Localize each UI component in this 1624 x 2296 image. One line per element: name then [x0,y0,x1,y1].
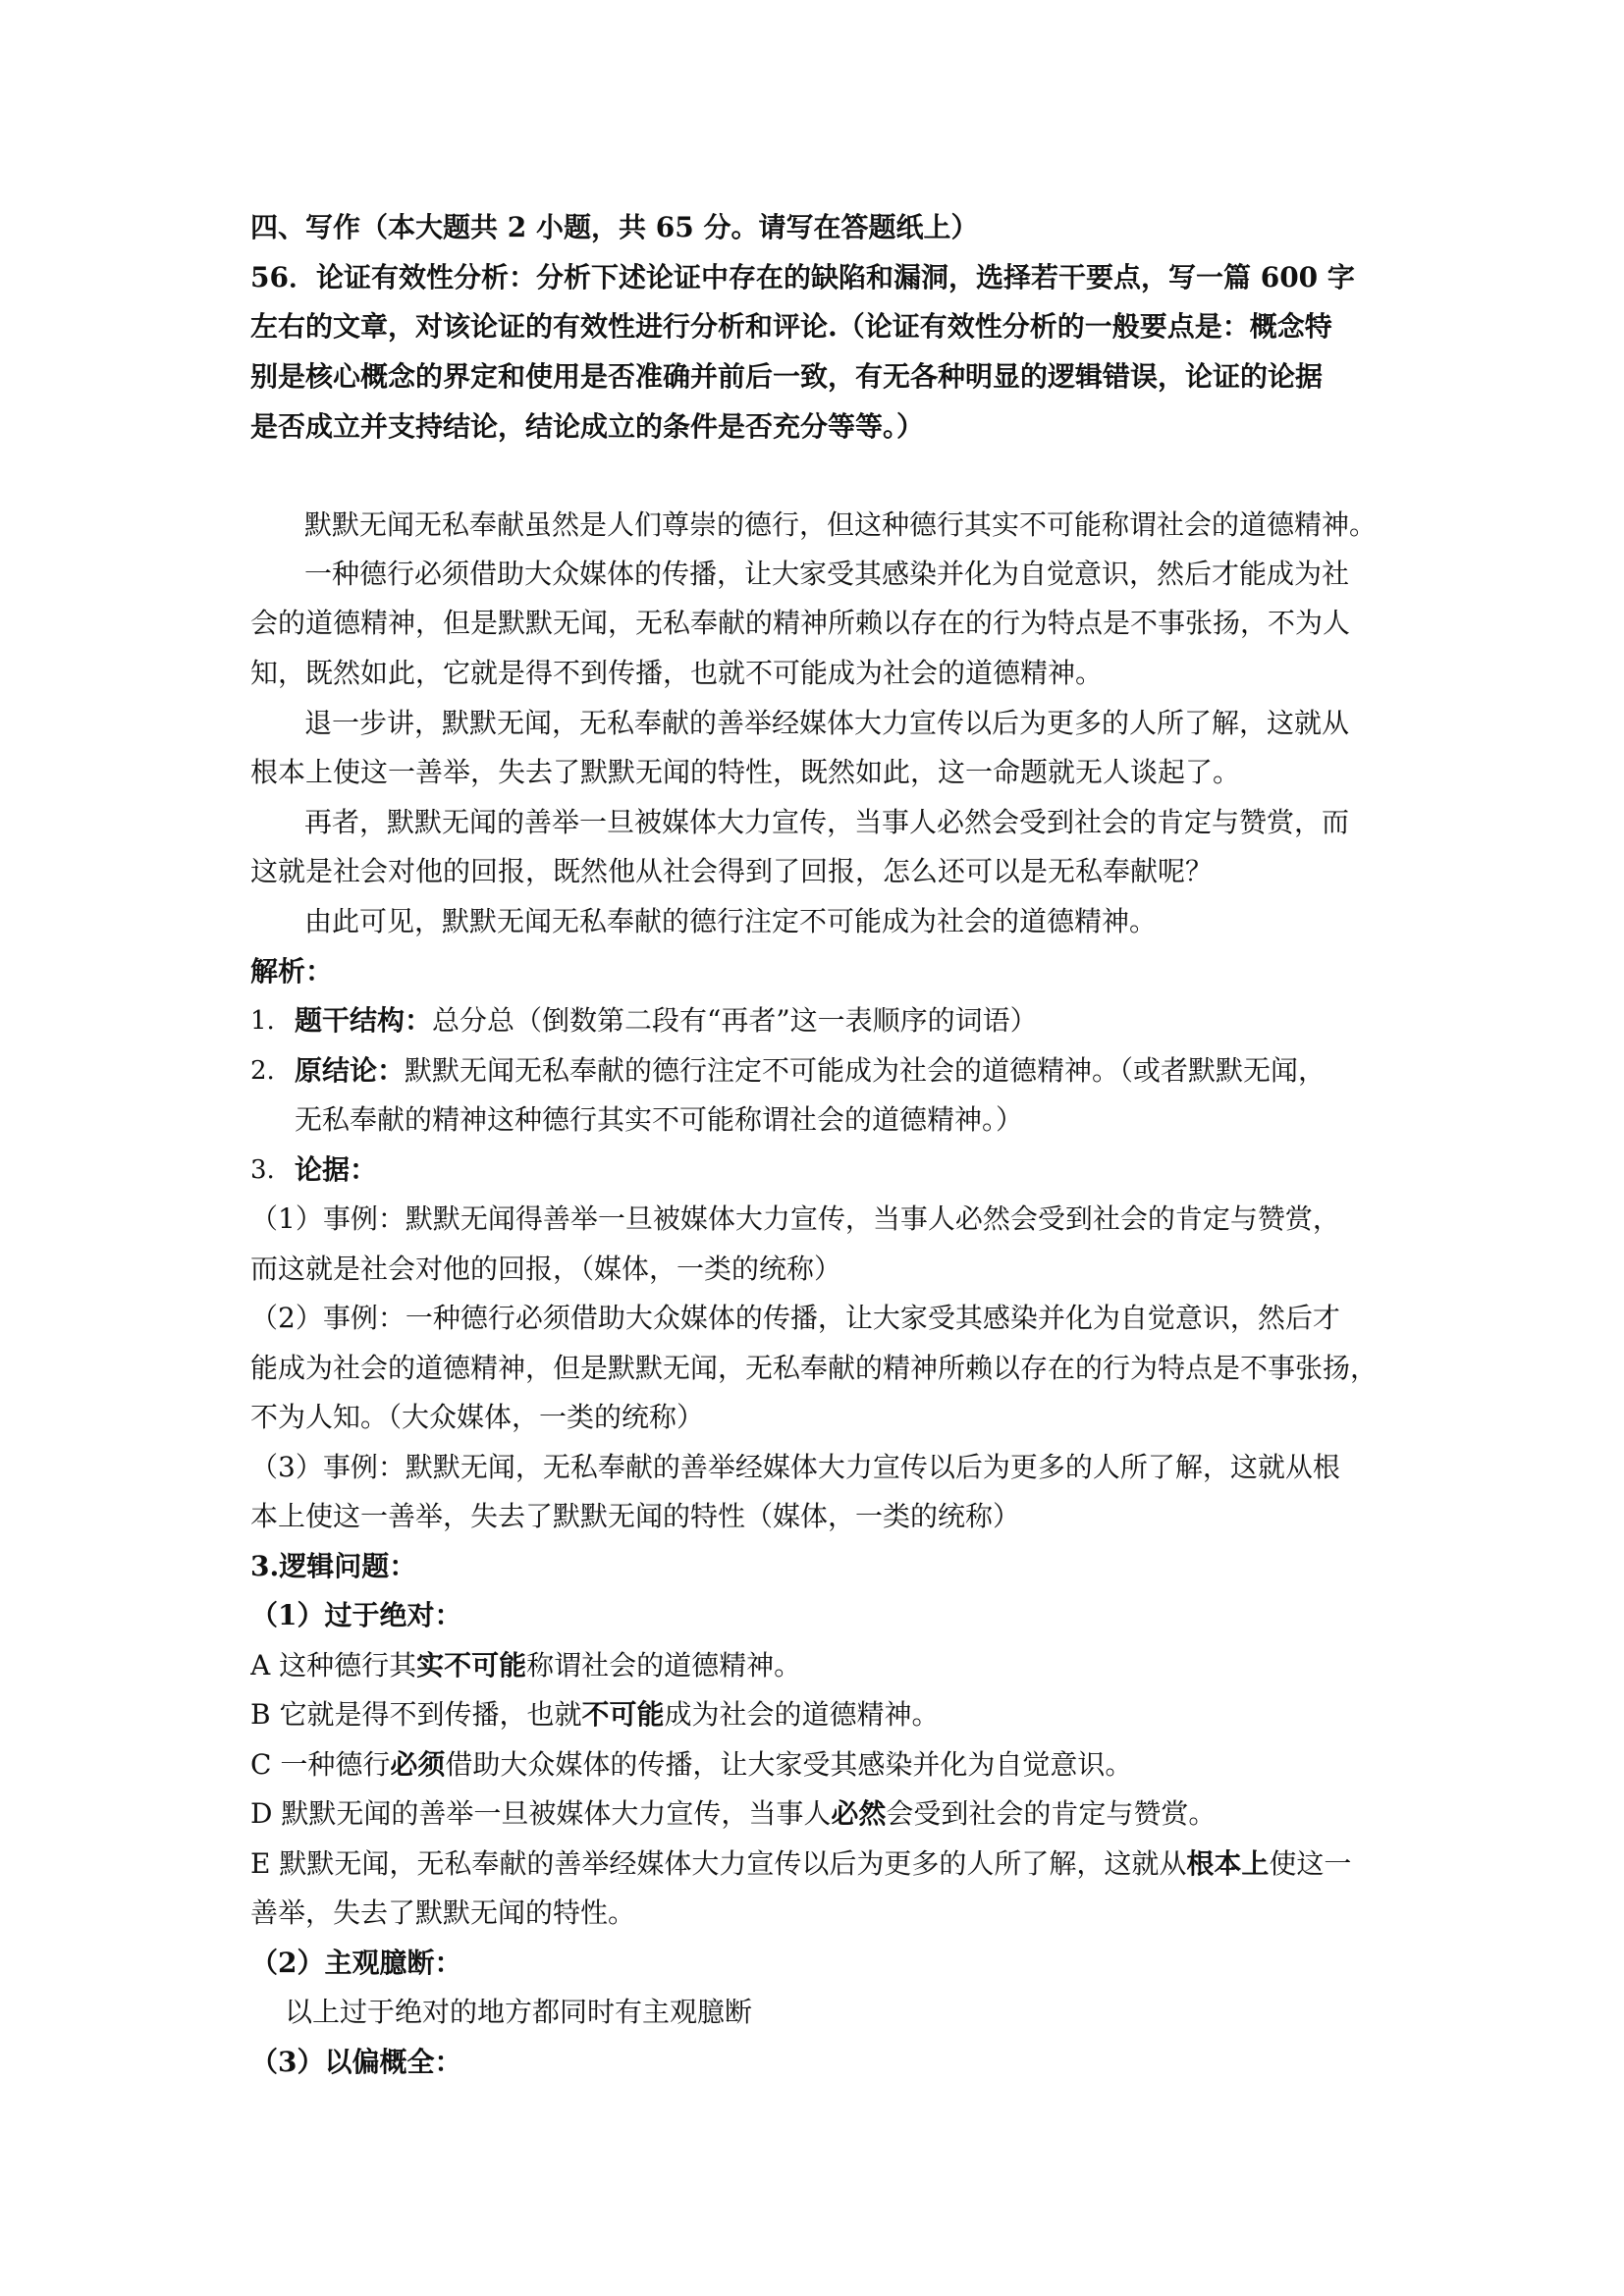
question-line-3: 别是核心概念的界定和使用是否准确并前后一致，有无各种明显的逻辑错误，论证的论据 [250,360,1324,393]
absolute-title: （1）过于绝对： [250,1599,462,1631]
analysis-title: 解析： [250,955,334,988]
absolute-e-emphasis: 根本上 [1186,1847,1270,1880]
absolute-b-post: 成为社会的道德精神。 [664,1698,940,1731]
logic-title: 3.逻辑问题： [250,1550,417,1582]
evidence-line-1: （1）事例：默默无闻得善举一旦被媒体大力宣传，当事人必然会受到社会的肯定与赞赏， [250,1202,1340,1235]
passage-line-7: 再者，默默无闻的善举一旦被媒体大力宣传，当事人必然会受到社会的肯定与赞赏，而 [304,806,1350,838]
item-3-number: 3. [250,1155,275,1185]
subjective-title: （2）主观臆断： [250,1947,462,1979]
item-1-label: 题干结构： [295,1004,433,1037]
subjective-text: 以上过于绝对的地方都同时有主观臆断 [285,1996,753,2028]
item-2-text: 默默无闻无私奉献的德行注定不可能成为社会的道德精神。（或者默默无闻， [405,1054,1326,1087]
item-2-label: 原结论： [295,1054,406,1087]
section-heading: 四、写作（本大题共 2 小题，共 65 分。请写在答题纸上） [250,211,979,243]
passage-line-5: 退一步讲，默默无闻，无私奉献的善举经媒体大力宣传以后为更多的人所了解，这就从 [304,707,1350,739]
absolute-c-pre: C 一种德行 [250,1748,391,1781]
passage-line-3: 会的道德精神，但是默默无闻，无私奉献的精神所赖以存在的行为特点是不事张扬，不为人 [250,607,1351,639]
absolute-a-post: 称谓社会的道德精神。 [526,1649,802,1682]
absolute-c-emphasis: 必须 [390,1748,446,1781]
passage-line-6: 根本上使这一善举，失去了默默无闻的特性，既然如此，这一命题就无人谈起了。 [250,756,1241,788]
evidence-line-2: 而这就是社会对他的回报，（媒体，一类的统称） [250,1253,842,1285]
question-line-1: 56．论证有效性分析：分析下述论证中存在的缺陷和漏洞，选择若干要点，写一篇 600 字 [250,261,1355,294]
passage-line-2: 一种德行必须借助大众媒体的传播，让大家受其感染并化为自觉意识，然后才能成为社 [304,558,1350,590]
absolute-d-emphasis: 必然 [831,1797,887,1830]
passage-line-9: 由此可见，默默无闻无私奉献的德行注定不可能成为社会的道德精神。 [304,905,1158,937]
absolute-a-emphasis: 实不可能 [416,1649,527,1682]
evidence-line-4: 能成为社会的道德精神，但是默默无闻，无私奉献的精神所赖以存在的行为特点是不事张扬， [250,1352,1379,1384]
passage-line-8: 这就是社会对他的回报，既然他从社会得到了回报，怎么还可以是无私奉献呢？ [250,855,1214,887]
evidence-line-3: （2）事例：一种德行必须借助大众媒体的传播，让大家受其感染并化为自觉意识，然后才 [250,1302,1340,1334]
evidence-line-5: 不为人知。（大众媒体，一类的统称） [250,1401,705,1433]
absolute-item-d [250,1797,1389,1831]
absolute-item-e-continued: 善举，失去了默默无闻的特性。 [250,1896,636,1929]
absolute-e-pre: E 默默无闻，无私奉献的善举经媒体大力宣传以后为更多的人所了解，这就从 [250,1847,1187,1880]
item-2-continued: 无私奉献的精神这种德行其实不可能称谓社会的道德精神。） [295,1103,1024,1136]
item-3-label: 论据： [295,1153,378,1186]
passage-line-1: 默默无闻无私奉献虽然是人们尊崇的德行，但这种德行其实不可能称谓社会的道德精神。 [304,508,1378,541]
absolute-item-a [250,1649,1389,1682]
question-line-2: 左右的文章，对该论证的有效性进行分析和评论.（论证有效性分析的一般要点是：概念特 [250,310,1332,343]
item-1 [295,1004,1434,1038]
absolute-e-post: 使这一 [1269,1847,1352,1880]
item-2-number: 2. [250,1056,275,1086]
item-2 [295,1054,1434,1088]
absolute-d-pre: D 默默无闻的善举一旦被媒体大力宣传，当事人 [250,1797,832,1830]
evidence-line-7: 本上使这一善举，失去了默默无闻的特性（媒体，一类的统称） [250,1500,1021,1532]
absolute-a-pre: A 这种德行其 [250,1649,417,1682]
absolute-c-post: 借助大众媒体的传播，让大家受其感染并化为自觉意识。 [445,1748,1133,1781]
item-1-number: 1. [250,1006,275,1036]
absolute-b-emphasis: 不可能 [581,1698,665,1731]
absolute-item-b [250,1698,1389,1732]
absolute-b-pre: B 它就是得不到传播，也就 [250,1698,582,1731]
absolute-item-c [250,1748,1389,1782]
item-1-text: 总分总（倒数第二段有“再者”这一表顺序的词语） [432,1004,1038,1037]
generalize-title: （3）以偏概全： [250,2046,462,2078]
evidence-line-6: （3）事例：默默无闻，无私奉献的善举经媒体大力宣传以后为更多的人所了解，这就从根 [250,1451,1340,1483]
passage-line-4: 知，既然如此，它就是得不到传播，也就不可能成为社会的道德精神。 [250,657,1104,689]
question-line-4: 是否成立并支持结论，结论成立的条件是否充分等等。） [250,410,925,443]
absolute-item-e [250,1847,1389,1881]
absolute-d-post: 会受到社会的肯定与赞赏。 [886,1797,1217,1830]
